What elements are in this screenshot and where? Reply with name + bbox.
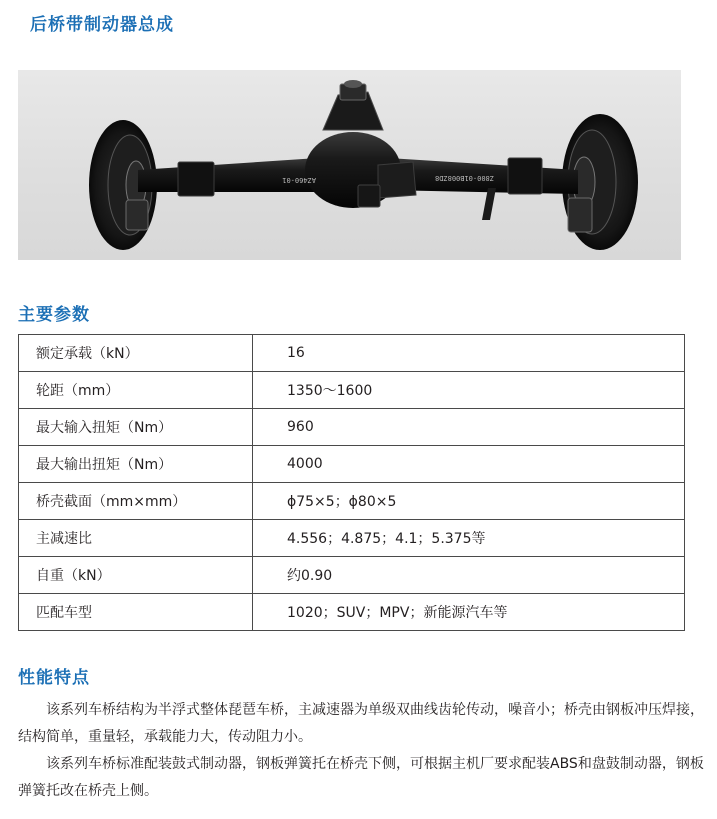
- param-value: 960: [253, 409, 685, 446]
- param-value: 约0.90: [253, 557, 685, 594]
- features-section-title: 性能特点: [18, 668, 90, 688]
- table-row: [19, 446, 685, 483]
- param-label: 桥壳截面（mm×mm）: [19, 483, 253, 520]
- features-text: [18, 697, 708, 805]
- features-paragraph: 该系列车桥标准配装鼓式制动器，钢板弹簧托在桥壳下侧，可根据主机厂要求配装ABS和盘鼓制动器，钢板弹簧托改在桥壳上侧。: [18, 756, 704, 799]
- page-title: 后桥带制动器总成: [30, 15, 174, 35]
- axle-marking-right: Z800-01B008ZD8: [434, 174, 494, 182]
- table-row: [19, 520, 685, 557]
- left-axle-tube: [138, 158, 323, 192]
- table-row: [19, 483, 685, 520]
- param-value: ϕ75×5；ϕ80×5: [253, 483, 685, 520]
- params-table: [18, 334, 685, 631]
- axle-photo: [18, 70, 681, 260]
- param-label: 最大输入扭矩（Nm）: [19, 409, 253, 446]
- param-label: 最大输出扭矩（Nm）: [19, 446, 253, 483]
- param-label: 额定承载（kN）: [19, 335, 253, 372]
- table-row: [19, 557, 685, 594]
- param-value: 16: [253, 335, 685, 372]
- param-label: 自重（kN）: [19, 557, 253, 594]
- param-label: 匹配车型: [19, 594, 253, 631]
- rear-axle-illustration: [18, 70, 681, 260]
- axle-marking-left: AZ460-01: [282, 176, 316, 184]
- param-label: 轮距（mm）: [19, 372, 253, 409]
- table-row: [19, 335, 685, 372]
- table-row: [19, 372, 685, 409]
- param-value: 4000: [253, 446, 685, 483]
- table-row: [19, 409, 685, 446]
- params-section-title: 主要参数: [18, 305, 90, 325]
- param-value: 1350～1600: [253, 372, 685, 409]
- features-paragraph: 该系列车桥结构为半浮式整体琵琶车桥，主减速器为单级双曲线齿轮传动，噪音小；桥壳由钢板冲压焊接，结构简单，重量轻，承载能力大，传动阻力小。: [18, 702, 704, 745]
- table-row: [19, 594, 685, 631]
- param-value: 4.556；4.875；4.1；5.375等: [253, 520, 685, 557]
- param-value: 1020；SUV；MPV；新能源汽车等: [253, 594, 685, 631]
- param-label: 主减速比: [19, 520, 253, 557]
